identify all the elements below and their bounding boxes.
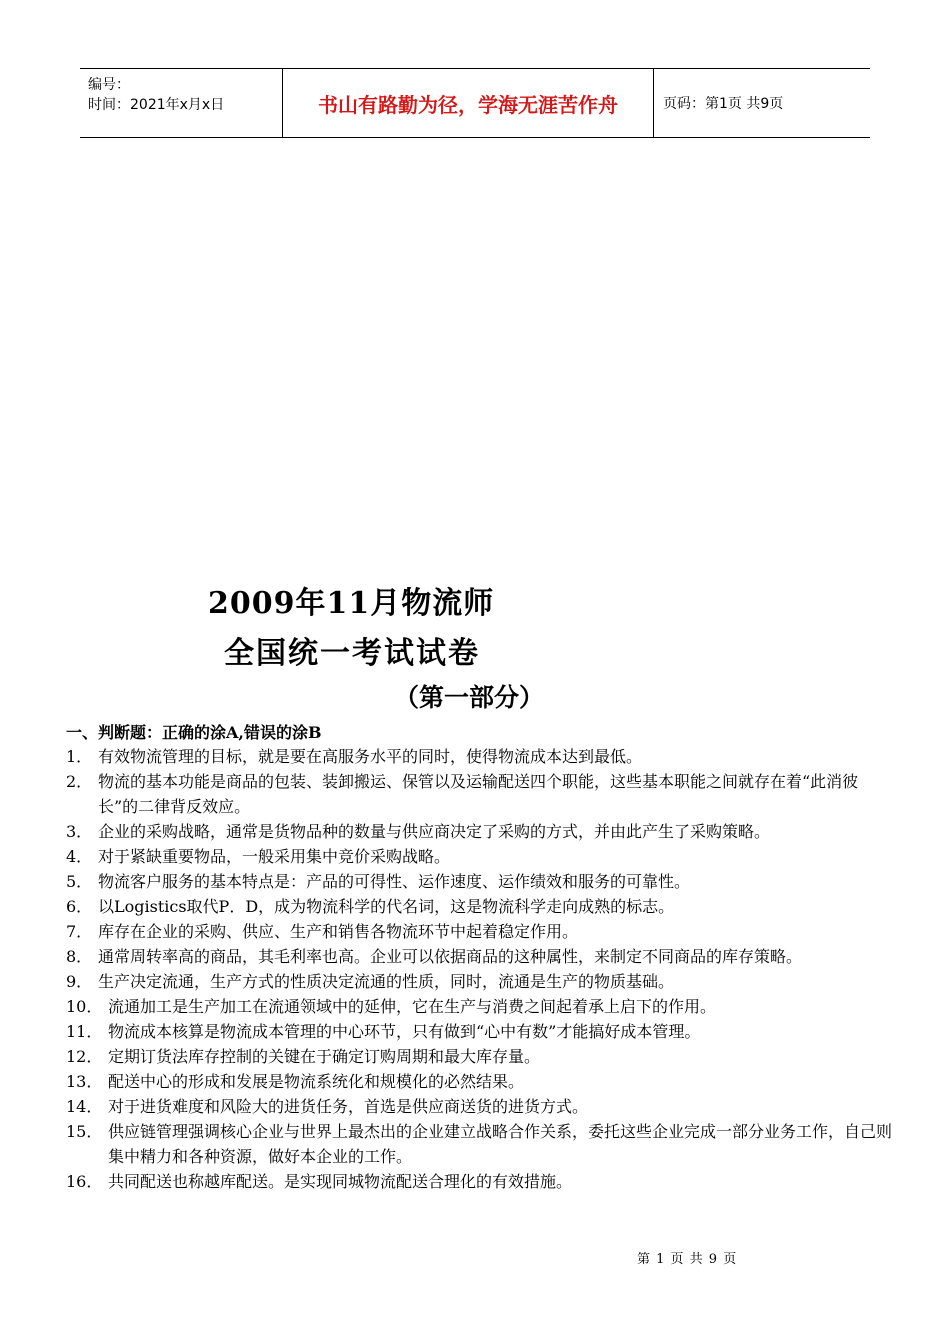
question-item [66,1069,896,1094]
question-list [66,744,896,1194]
question-item [66,1094,896,1119]
question-text: 配送中心的形成和发展是物流系统化和规模化的必然结果。 [108,1072,525,1091]
question-number: 9． [66,972,93,991]
question-number: 5． [66,872,93,891]
question-number: 11． [66,1022,103,1041]
exam-title-line3: （第一部分） [394,683,545,712]
question-number: 2． [66,772,93,791]
question-text: 有效物流管理的目标，就是要在高服务水平的同时，使得物流成本达到最低。 [98,747,643,766]
question-item [66,969,896,994]
question-item [66,869,896,894]
question-text: 物流成本核算是物流成本管理的中心环节，只有做到“心中有数”才能搞好成本管理。 [108,1022,701,1041]
question-text: 库存在企业的采购、供应、生产和销售各物流环节中起着稳定作用。 [98,922,579,941]
header-motto: 书山有路勤为径，学海无涯苦作舟 [282,69,654,137]
question-item [66,944,896,969]
question-text: 以Logistics取代P．D，成为物流科学的代名词，这是物流科学走向成熟的标志。 [98,897,675,916]
question-item [66,819,896,844]
question-number: 3． [66,822,93,841]
question-number: 12． [66,1047,103,1066]
question-item [66,1169,896,1194]
section-heading: 一、判断题：正确的涂A,错误的涂B [66,723,322,742]
question-item [66,1019,896,1044]
question-item [66,1044,896,1069]
question-text: 对于进货难度和风险大的进货任务，首选是供应商送货的进货方式。 [108,1097,589,1116]
question-number: 15． [66,1122,103,1141]
question-item [66,1119,896,1169]
question-number: 16． [66,1172,103,1191]
question-number: 6． [66,897,93,916]
question-item [66,844,896,869]
question-item [66,994,896,1019]
question-number: 1． [66,747,93,766]
question-item [66,894,896,919]
exam-title-line2: 全国统一考试试卷 [224,636,480,671]
page-header [80,68,870,138]
question-number: 8． [66,947,93,966]
time-label: 时间：2021年x月x日 [88,97,225,113]
question-number: 10． [66,997,103,1016]
question-number: 4． [66,847,93,866]
question-item [66,744,896,769]
number-label: 编号： [88,77,130,93]
question-text: 共同配送也称越库配送。是实现同城物流配送合理化的有效措施。 [108,1172,573,1191]
question-text: 物流的基本功能是商品的包装、装卸搬运、保管以及运输配送四个职能，这些基本职能之间就存在着“此消彼长”的二律背反效应。 [98,772,859,816]
question-item [66,919,896,944]
header-page-info: 页码：第1页 共9页 [663,96,784,112]
question-number: 14． [66,1097,103,1116]
header-meta [80,69,282,137]
question-number: 7． [66,922,93,941]
question-number: 13． [66,1072,103,1091]
exam-title-line1: 2009年11月物流师 [208,586,495,621]
question-text: 企业的采购战略，通常是货物品种的数量与供应商决定了采购的方式，并由此产生了采购策略。 [98,822,771,841]
question-text: 定期订货法库存控制的关键在于确定订购周期和最大库存量。 [108,1047,541,1066]
question-text: 生产决定流通，生产方式的性质决定流通的性质，同时，流通是生产的物质基础。 [98,972,675,991]
question-text: 通常周转率高的商品，其毛利率也高。企业可以依据商品的这种属性，来制定不同商品的库存策略。 [98,947,803,966]
question-text: 对于紧缺重要物品，一般采用集中竞价采购战略。 [98,847,451,866]
page-footer: 第 1 页 共 9 页 [637,1252,738,1267]
question-item [66,769,896,819]
question-text: 物流客户服务的基本特点是：产品的可得性、运作速度、运作绩效和服务的可靠性。 [98,872,691,891]
question-text: 供应链管理强调核心企业与世界上最杰出的企业建立战略合作关系，委托这些企业完成一部分业务工作，自己则集中精力和各种资源，做好本企业的工作。 [108,1122,893,1166]
question-text: 流通加工是生产加工在流通领域中的延伸，它在生产与消费之间起着承上启下的作用。 [108,997,717,1016]
